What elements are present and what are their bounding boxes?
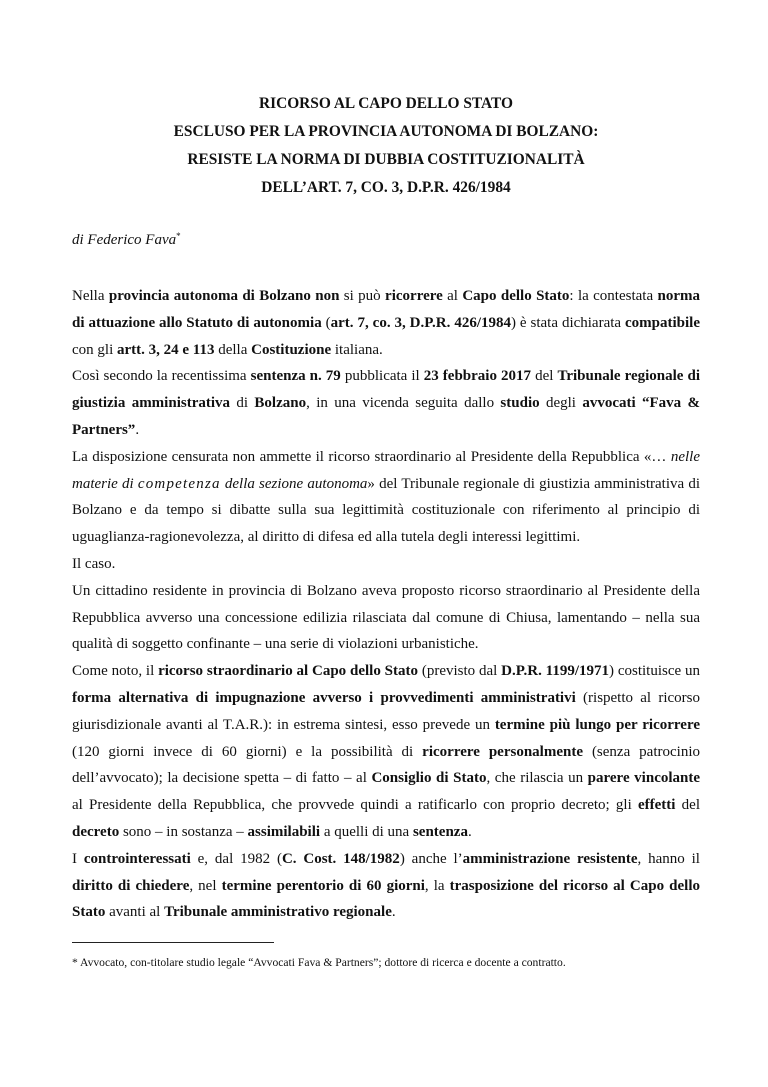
bold-span: studio <box>500 395 540 412</box>
paragraph-5 <box>72 578 700 658</box>
bold-span: 23 febbraio 2017 <box>423 368 532 385</box>
document-title <box>72 90 700 202</box>
paragraph-2 <box>72 363 700 443</box>
bold-span: termine perentorio di 60 giorni <box>221 877 425 894</box>
text-span: (senza patrocinio dell’avvocato); la decisione spetta – di fatto – al <box>72 743 700 787</box>
bold-span: ricorrere <box>385 288 443 304</box>
text-span: , in una vicenda seguita dallo <box>306 395 501 412</box>
text-span: , hanno il <box>637 850 700 867</box>
paragraph-1 <box>72 283 700 363</box>
bold-span: assimilabili <box>247 823 321 840</box>
bold-span: Consiglio di Stato <box>371 770 487 787</box>
text-span: (previsto dal <box>418 663 502 680</box>
text-span: (rispetto al ricorso giurisdizionale avanti al T.A.R.): in estrema sintesi, esso prevede un <box>72 689 700 733</box>
paragraph-6 <box>72 658 700 846</box>
section-label: Il caso. <box>72 555 116 572</box>
bold-span: art. 7, co. 3, D.P.R. 426/1984 <box>330 314 511 331</box>
italic-span: della sezione autonoma <box>220 475 368 492</box>
footnote-marker: * <box>176 231 181 241</box>
bold-span: trasposizione del ricorso al Capo dello Stato <box>72 877 701 921</box>
title-line-4: DELL’ART. 7, CO. 3, D.P.R. 426/1984 <box>261 179 511 196</box>
paragraph-4 <box>72 551 700 578</box>
text-span: , che rilascia un <box>486 770 588 787</box>
author-name: di Federico Fava <box>72 232 177 248</box>
bold-span: controinteressati <box>83 850 191 867</box>
bold-span: D.P.R. 1199/1971 <box>501 663 609 680</box>
text-span: di <box>230 395 255 412</box>
text-span: La disposizione censurata non ammette il ricorso straordinario al Presidente della Repubblica «… <box>72 448 671 465</box>
bold-span: compatibile <box>625 314 701 331</box>
text-span: con gli <box>72 341 117 358</box>
text-span: . <box>135 421 140 438</box>
text-span: Come noto, il <box>72 663 159 680</box>
footnote: * Avvocato, con-titolare studio legale “Avvocati Fava & Partners”; dottore di ricerca e docente a contratto. <box>72 956 566 969</box>
bold-span: effetti <box>637 797 676 814</box>
text-span: : la contestata <box>569 288 658 304</box>
article-body <box>72 283 700 926</box>
text-span: si può <box>339 288 386 304</box>
text-span: avanti al <box>105 904 165 921</box>
text-span: ) è stata dichiarata <box>511 314 626 331</box>
text-span: sono – in sostanza – <box>119 823 248 840</box>
text-span: , nel <box>189 877 222 894</box>
text-span: . <box>467 823 472 840</box>
text-span: del <box>531 368 558 385</box>
text-span: ) anche l’ <box>399 850 463 867</box>
text-span: » del Tribunale regionale di giustizia amministrativa di Bolzano e da tempo si dibatte sulla sua legittimità costituzionale con riferimento al principio di uguaglianza-ragionevolezza, al diritto di difesa ed alla tutela degli interessi legittimi. <box>72 475 700 546</box>
bold-span: decreto <box>72 823 120 840</box>
paragraph-3 <box>72 444 700 551</box>
text-span: del <box>675 797 700 814</box>
text-span: e, dal 1982 ( <box>190 850 282 867</box>
bold-span: Capo dello Stato <box>462 288 570 304</box>
bold-span: diritto di chiedere <box>72 877 190 894</box>
bold-span: Tribunale amministrativo regionale <box>164 904 392 921</box>
paragraph-7 <box>72 846 700 926</box>
bold-span: Costituzione <box>251 341 332 358</box>
text-span: , la <box>424 877 450 894</box>
bold-span: sentenza n. 79 <box>250 368 341 385</box>
italic-span: nelle materie di <box>72 448 700 492</box>
bold-span: avvocati “Fava & Partners” <box>72 395 700 438</box>
bold-span: Bolzano <box>254 395 307 412</box>
text-span: a quelli di una <box>320 823 413 840</box>
text-span: ) costituisce un <box>609 663 700 680</box>
text-span: I <box>72 850 84 867</box>
italic-spaced-span: competenza <box>137 475 221 492</box>
bold-span: provincia autonoma di Bolzano non <box>108 288 340 304</box>
title-line-2: ESCLUSO PER LA PROVINCIA AUTONOMA DI BOLZANO: <box>173 123 599 140</box>
title-line-1: RICORSO AL CAPO DELLO STATO <box>258 95 513 112</box>
author-byline <box>72 230 181 250</box>
text-span: Un cittadino residente in provincia di Bolzano aveva proposto ricorso straordinario al Presidente della Repubblica avverso una concessione edilizia rilasciata dal comune di Chiusa, lamentando – nella sua qualità di soggetto confinante – una serie di violazioni urbanistiche. <box>72 582 700 653</box>
text-span: della <box>214 341 252 358</box>
text-span: Nella <box>72 288 109 304</box>
title-line-3: RESISTE LA NORMA DI DUBBIA COSTITUZIONALITÀ <box>187 151 585 168</box>
bold-span: parere vincolante <box>587 770 701 787</box>
bold-span: ricorrere personalmente <box>422 743 583 760</box>
bold-span: C. Cost. 148/1982 <box>281 850 400 867</box>
bold-span: ricorso straordinario al Capo dello Stato <box>158 663 418 680</box>
bold-span: artt. 3, 24 e 113 <box>117 341 215 358</box>
bold-span: forma alternativa di impugnazione avverso i provvedimenti amministrativi <box>72 689 576 706</box>
bold-span: termine più lungo per ricorrere <box>494 716 700 733</box>
text-span: al Presidente della Repubblica, che provvede quindi a ratificarlo con proprio decreto; gli <box>72 797 638 814</box>
text-span: Così secondo la recentissima <box>72 368 251 385</box>
text-span: pubblicata il <box>340 368 424 385</box>
bold-span: amministrazione resistente <box>462 850 638 867</box>
text-span: al <box>442 288 463 304</box>
text-span: ( <box>321 314 331 331</box>
bold-span: sentenza <box>412 823 468 840</box>
text-span: degli <box>539 395 583 412</box>
bold-span: Tribunale regionale di giustizia amministrativa <box>72 368 700 412</box>
footnote-separator <box>72 942 274 943</box>
text-span: (120 giorni invece di 60 giorni) e la possibilità di <box>72 743 423 760</box>
text-span: . <box>391 904 396 921</box>
bold-span: norma di attuazione allo Statuto di autonomia <box>72 288 700 331</box>
text-span: italiana. <box>331 341 383 358</box>
